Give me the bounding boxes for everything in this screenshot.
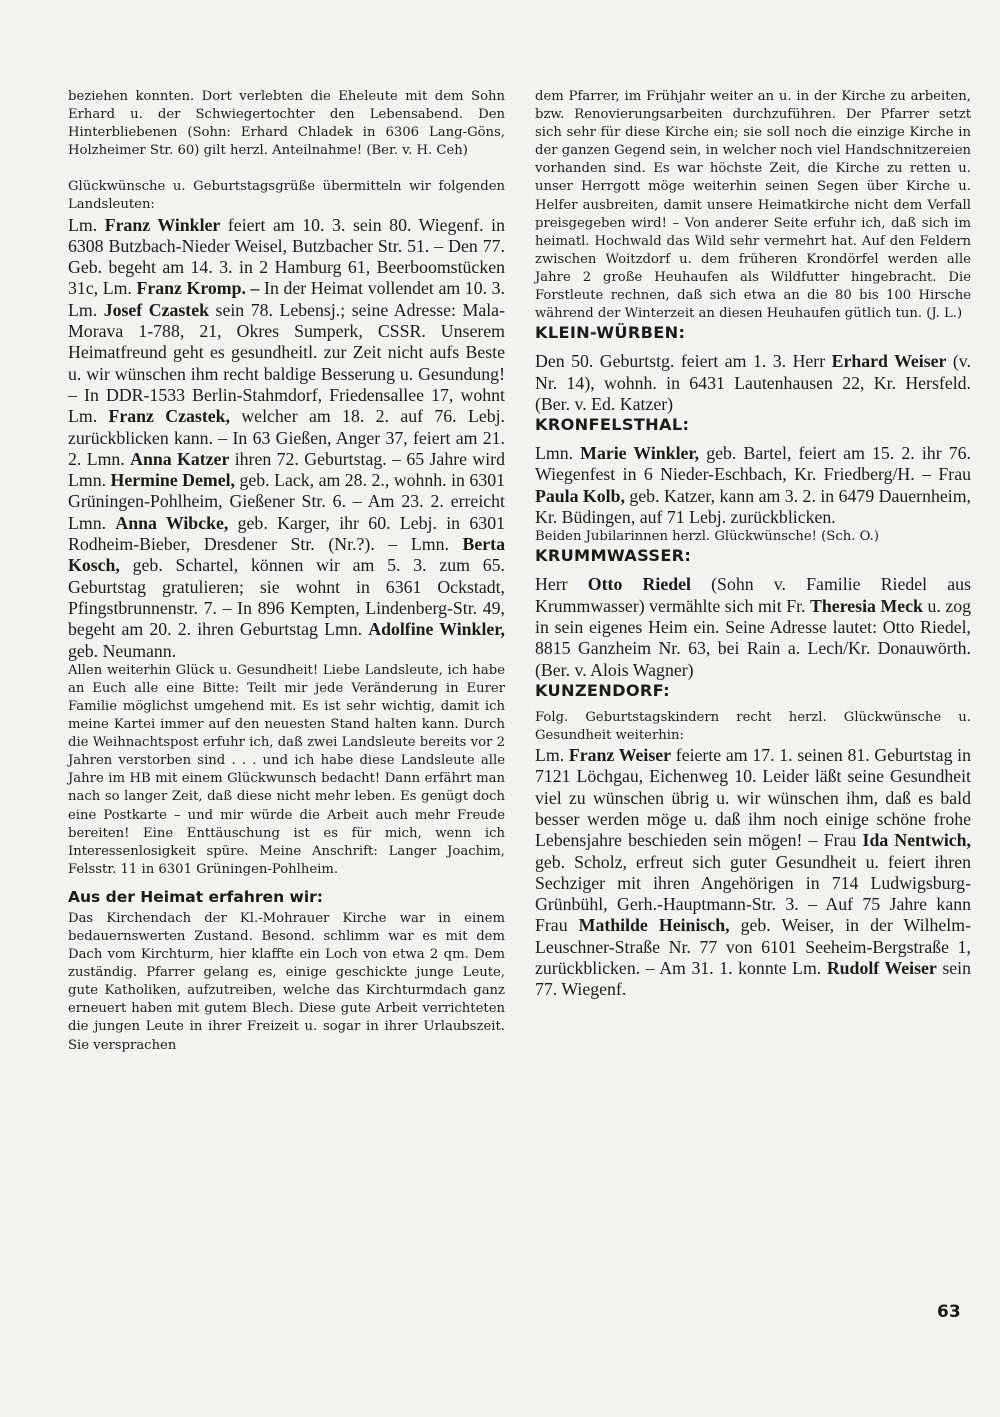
bold-name: Erhard Weiser <box>831 351 947 372</box>
bold-name: Adolfine Winkler, <box>368 619 505 640</box>
bold-name: Josef Czastek <box>103 299 209 320</box>
bold-name: Franz Czastek, <box>108 406 230 427</box>
right-column <box>535 88 971 1001</box>
paragraph-birthday-list: Lm. Franz Winkler feiert am 10. 3. sein 80. Wiegenf. in 6308 Butzbach-Nieder Weisel, Butzbacher Str. 51. – Den 77. Geb. begeht am 14. 3. in 2 Hamburg 61, Beerboomstücken 31c, Lm. Franz Kromp. – In der Heimat vollendet am 10. 3. Lm. Josef Czastek sein 78. Lebensj.; seine Adresse: Mala-Morava 1-788, 21, Okres Sumperk, CSSR. Unserem Heimatfreund geht es gesundheitl. zur Zeit nicht aufs Beste u. wir wünschen ihm recht baldige Besserung u. Gesundung! – In DDR-1533 Berlin-Stahmdorf, Friedensallee 17, wohnt Lm. Franz Czastek, welcher am 18. 2. auf 76. Lebj. zurückblicken kann. – In 63 Gießen, Anger 37, feiert am 21. 2. Lmn. Anna Katzer ihren 72. Geburtstag. – 65 Jahre wird Lmn. Hermine Demel, geb. Lack, am 28. 2., wohnh. in 6301 Grüningen-Pohlheim, Gießener Str. 6. – Am 23. 2. erreicht Lmn. Anna Wibcke, geb. Karger, ihr 60. Lebj. in 6301 Rodheim-Bieber, Dresdener Str. (Nr.?). – Lmn. Berta Kosch, geb. Schartel, können wir am 5. 3. zum 65. Geburtstag gratulieren; sie wohnt in 6361 Ockstadt, Pfingstbrunnenstr. 7. – In 896 Kempten, Lindenberg-Str. 49, begeht am 20. 2. ihren Geburtstag Lmn. Adolfine Winkler, geb. Neumann. <box>68 214 506 661</box>
heading-klein-wuerben: KLEIN-WÜRBEN: <box>535 323 686 343</box>
paragraph-church-continued: dem Pfarrer, im Frühjahr weiter an u. in der Kirche zu arbeiten, bzw. Renovierungsarbeiten durchzuführen. Der Pfarrer setzt sich sehr für diese Kirche ein; sie soll noch die einzige Kirche in der ganzen Gegend sein, in welcher noch viel Handschnitzereien vorhanden sind. Es war höchste Zeit, die Kirche zu retten u. unser Herrgott möge weiterhin seinen Segen über Kirche u. Helfer ausbreiten, damit unsere Heimatkirche nicht dem Verfall preisgegeben wird! – Von anderer Seite erfuhr ich, daß sich im heimatl. Hochwald das Wild sehr vermehrt hat. Auf den Feldern zwischen Woitzdorf u. dem früheren Krondörfel werden alle Jahre 2 große Heuhaufen als Wildfutter hingebracht. Die Forstleute rechnen, daß sich etwa an die 80 bis 100 Hirsche während der Winterzeit an diesen Heuhaufen gütlich tun. (J. L.) <box>535 89 971 322</box>
left-column <box>68 88 505 1055</box>
bold-name: Hermine Demel, <box>110 470 235 491</box>
bold-name: Mathilde Heinisch, <box>578 915 730 936</box>
bold-name: Ida Nentwich, <box>862 830 971 851</box>
paragraph-birthday-intro: Glückwünsche u. Geburtstagsgrüße übermitteln wir folgenden Landsleuten: <box>68 179 505 213</box>
paragraph-appeal: Allen weiterhin Glück u. Gesundheit! Liebe Landsleute, ich habe an Euch alle eine Bitte: Teilt mir jede Veränderung in Eurer Familie möglichst umgehend mit. Es ist sehr wichtig, damit ich meine Kartei immer auf den neuesten Stand halten kann. Durch die Weihnachtspost erfuhr ich, daß zwei Landsleute bereits vor 2 Jahren verstorben sind . . . und ich habe diese Landsleute alle Jahre im HB mit einem Glückwunsch bedacht! Dann erfährt man nach so langer Zeit, daß diese nicht mehr leben. Es genügt doch eine Postkarte – und mir würde die Arbeit auch mehr Freude bereiten! Eine Enttäuschung ist es für mich, wenn ich Interessenlosigkeit spüre. Meine Anschrift: Langer Joachim, Felsstr. 11 in 6301 Grüningen-Pohlheim. <box>68 662 505 877</box>
heading-krummwasser: KRUMMWASSER: <box>535 546 692 566</box>
bold-name: Berta Kosch, <box>68 534 505 576</box>
subheading-heimat: Aus der Heimat erfahren wir: <box>68 887 323 906</box>
bold-name: Franz Kromp. – <box>136 278 260 299</box>
bold-name: Marie Winkler, <box>580 443 700 464</box>
page-number: 63 <box>937 1302 961 1322</box>
paragraph-krummwasser: Herr Otto Riedel (Sohn v. Familie Riedel aus Krummwasser) vermählte sich mit Fr. Theresia Meck u. zog in sein eigenes Heim ein. Seine Adresse lautet: Otto Riedel, 8815 Ganzheim Nr. 63, bei Rain a. Lech/Kr. Donauwörth. (Ber. v. Alois Wagner) <box>535 574 971 680</box>
paragraph-kronfelsthal-wishes: Beiden Jubilarinnen herzl. Glückwünsche! (Sch. O.) <box>535 529 879 545</box>
heading-kunzendorf: KUNZENDORF: <box>535 680 670 700</box>
bold-name: Theresia Meck <box>810 595 923 616</box>
paragraph-kunzendorf: Lm. Franz Weiser feierte am 17. 1. seinen 81. Geburtstag in 7121 Löchgau, Eichenweg 10. Leider läßt seine Gesundheit viel zu wünschen übrig u. wir wünschen ihm, daß es bald besser werden möge u. daß ihm noch einige schöne frohe Lebensjahre beschieden sein mögen! – Frau Ida Nentwich, geb. Scholz, erfreut sich guter Gesundheit u. feiert ihren Sechziger mit ihren Angehörigen in 714 Ludwigsburg-Grünbühl, Gerh.-Hauptmann-Str. 3. – Auf 75 Jahre kann Frau Mathilde Heinisch, geb. Weiser, in der Wilhelm-Leuschner-Straße Nr. 77 von 6101 Seeheim-Bergstraße 1, zurückblicken. – Am 31. 1. konnte Lm. Rudolf Weiser sein 77. Wiegenf. <box>535 745 972 1000</box>
bold-name: Paula Kolb, <box>535 485 625 506</box>
bold-name: Franz Weiser <box>568 745 672 766</box>
bold-name: Rudolf Weiser <box>826 958 937 979</box>
bold-name: Franz Winkler <box>104 214 221 235</box>
paragraph-church-roof: Das Kirchendach der Kl.-Mohrauer Kirche war in einem bedauernswerten Zustand. Besond. schlimm war es mit dem Dach vom Kirchturm, hier klaffte ein Loch von etwa 2 qm. Dem zuständig. Pfarrer gelang es, einige geschickte junge Leute, gute Katholiken, aufzutreiben, welche das Kirchturmdach ganz erneuert haben mit gutem Blech. Diese gute Arbeit verrichteten die jungen Leute in ihrer Freizeit u. sogar in ihrer Urlaubszeit. Sie versprachen <box>68 910 505 1053</box>
paragraph-obituary-end: beziehen konnten. Dort verlebten die Eheleute mit dem Sohn Erhard u. der Schwiegertochter den Lebensabend. Den Hinterbliebenen (Sohn: Erhard Chladek in 6306 Lang-Göns, Holzheimer Str. 60) gilt herzl. Anteilnahme! (Ber. v. H. Ceh) <box>68 89 505 159</box>
bold-name: Anna Katzer <box>130 448 230 469</box>
paragraph-klein-wuerben: Den 50. Geburtstg. feiert am 1. 3. Herr Erhard Weiser (v. Nr. 14), wohnh. in 6431 Lautenhausen 22, Kr. Hersfeld. (Ber. v. Ed. Katzer) <box>535 351 971 414</box>
bold-name: Otto Riedel <box>587 574 691 595</box>
bold-name: Anna Wibcke, <box>115 512 229 533</box>
heading-kronfelsthal: KRONFELSTHAL: <box>535 415 690 435</box>
paragraph-kunzendorf-intro: Folg. Geburtstagskindern recht herzl. Glückwünsche u. Gesundheit weiterhin: <box>535 709 971 743</box>
paragraph-kronfelsthal: Lmn. Marie Winkler, geb. Bartel, feiert am 15. 2. ihr 76. Wiegenfest in 6 Nieder-Eschbach, Kr. Friedberg/H. – Frau Paula Kolb, geb. Katzer, kann am 3. 2. in 6479 Dauernheim, Kr. Büdingen, auf 71 Lebj. zurückblicken. <box>535 443 971 527</box>
